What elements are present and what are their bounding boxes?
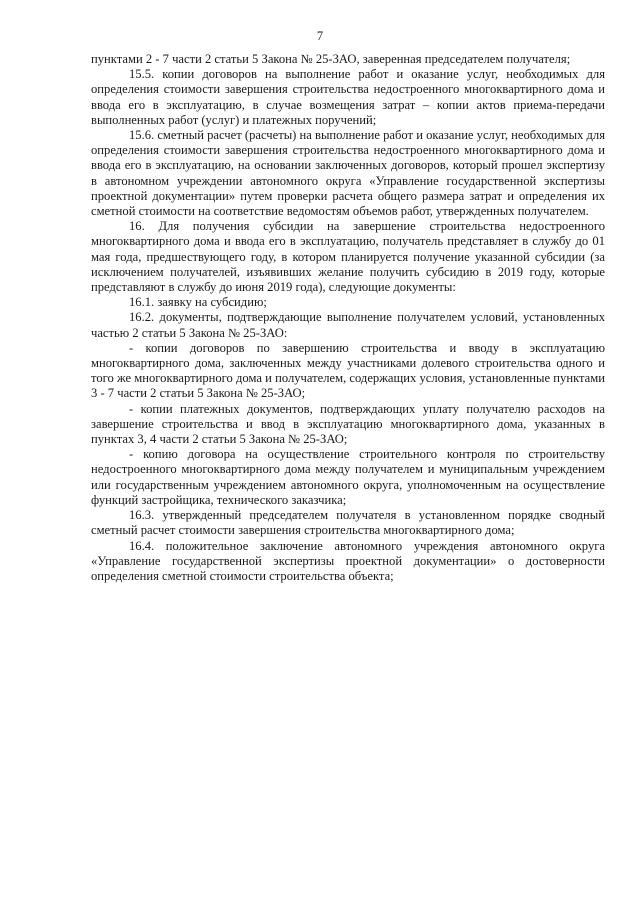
paragraph-15-5: 15.5. копии договоров на выполнение работ и оказание услуг, необходимых для определения стоимости завершения строительства недостроенного многоквартирного дома и ввода его в эксплуатацию, в случае возмещения затрат – копии актов приема-передачи выполненных работ (услуг) и платежных поручений; [91, 67, 605, 127]
paragraph-16-2-item-control-contract: - копию договора на осуществление строительного контроля по строительству недостроенного многоквартирного дома между получателем и муниципальным учреждением или государственным учреждением автономного округа, уполномоченным на осуществление функций застройщика, технического заказчика; [91, 447, 605, 507]
paragraph-continuation: пунктами 2 - 7 части 2 статьи 5 Закона № 25-ЗАО, заверенная председателем получателя; [91, 52, 571, 66]
document-body [91, 52, 605, 584]
paragraph-16-2-item-payments: - копии платежных документов, подтверждающих уплату получателю расходов на завершение строительства и ввод в эксплуатацию многоквартирного дома, указанных в пунктах 3, 4 части 2 статьи 5 Закона № 25-ЗАО; [91, 401, 605, 447]
paragraph-16-4: 16.4. положительное заключение автономного учреждения автономного округа «Управление государственной экспертизы проектной документации» о достоверности определения сметной стоимости строительства объекта; [91, 538, 605, 583]
paragraph-16-2-item-contracts: - копии договоров по завершению строительства и вводу в эксплуатацию многоквартирного дома, заключенных между участниками долевого строительства одного и того же многоквартирного дома и получателем, содержащих условия, установленные пунктами 3 - 7 части 2 статьи 5 Закона № 25-ЗАО; [91, 340, 605, 401]
paragraph-16: 16. Для получения субсидии на завершение строительства недостроенного многоквартирного дома и ввода его в эксплуатацию, получатель представляет в службу до 01 мая года, предшествующего году, в котором планируется получение указанной субсидии (за исключением получателей, изъявивших желание получить субсидию в 2019 году, которые представляют в службу до июня 2019 года), следующие документы: [91, 219, 605, 295]
paragraph-16-3: 16.3. утвержденный председателем получателя в установленном порядке сводный сметный расчет стоимости завершения строительства многоквартирного дома; [91, 508, 605, 538]
paragraph-15-6: 15.6. сметный расчет (расчеты) на выполнение работ и оказание услуг, необходимых для определения стоимости завершения строительства недостроенного многоквартирного дома и ввода его в эксплуатацию, на основании заключенных договоров, который прошел экспертизу в автономном учреждении автономного округа «Управление государственной экспертизы проектной документации» путем проверки расчета общего размера затрат и определения их сметной стоимости на соответствие ведомостям объемов работ, утвержденных получателем. [91, 128, 605, 219]
paragraph-16-1: 16.1. заявку на субсидию; [129, 295, 267, 310]
page-number: 7 [316, 29, 324, 43]
paragraph-16-2: 16.2. документы, подтверждающие выполнение получателем условий, установленных частью 2 статьи 5 Закона № 25-ЗАО: [91, 310, 605, 340]
